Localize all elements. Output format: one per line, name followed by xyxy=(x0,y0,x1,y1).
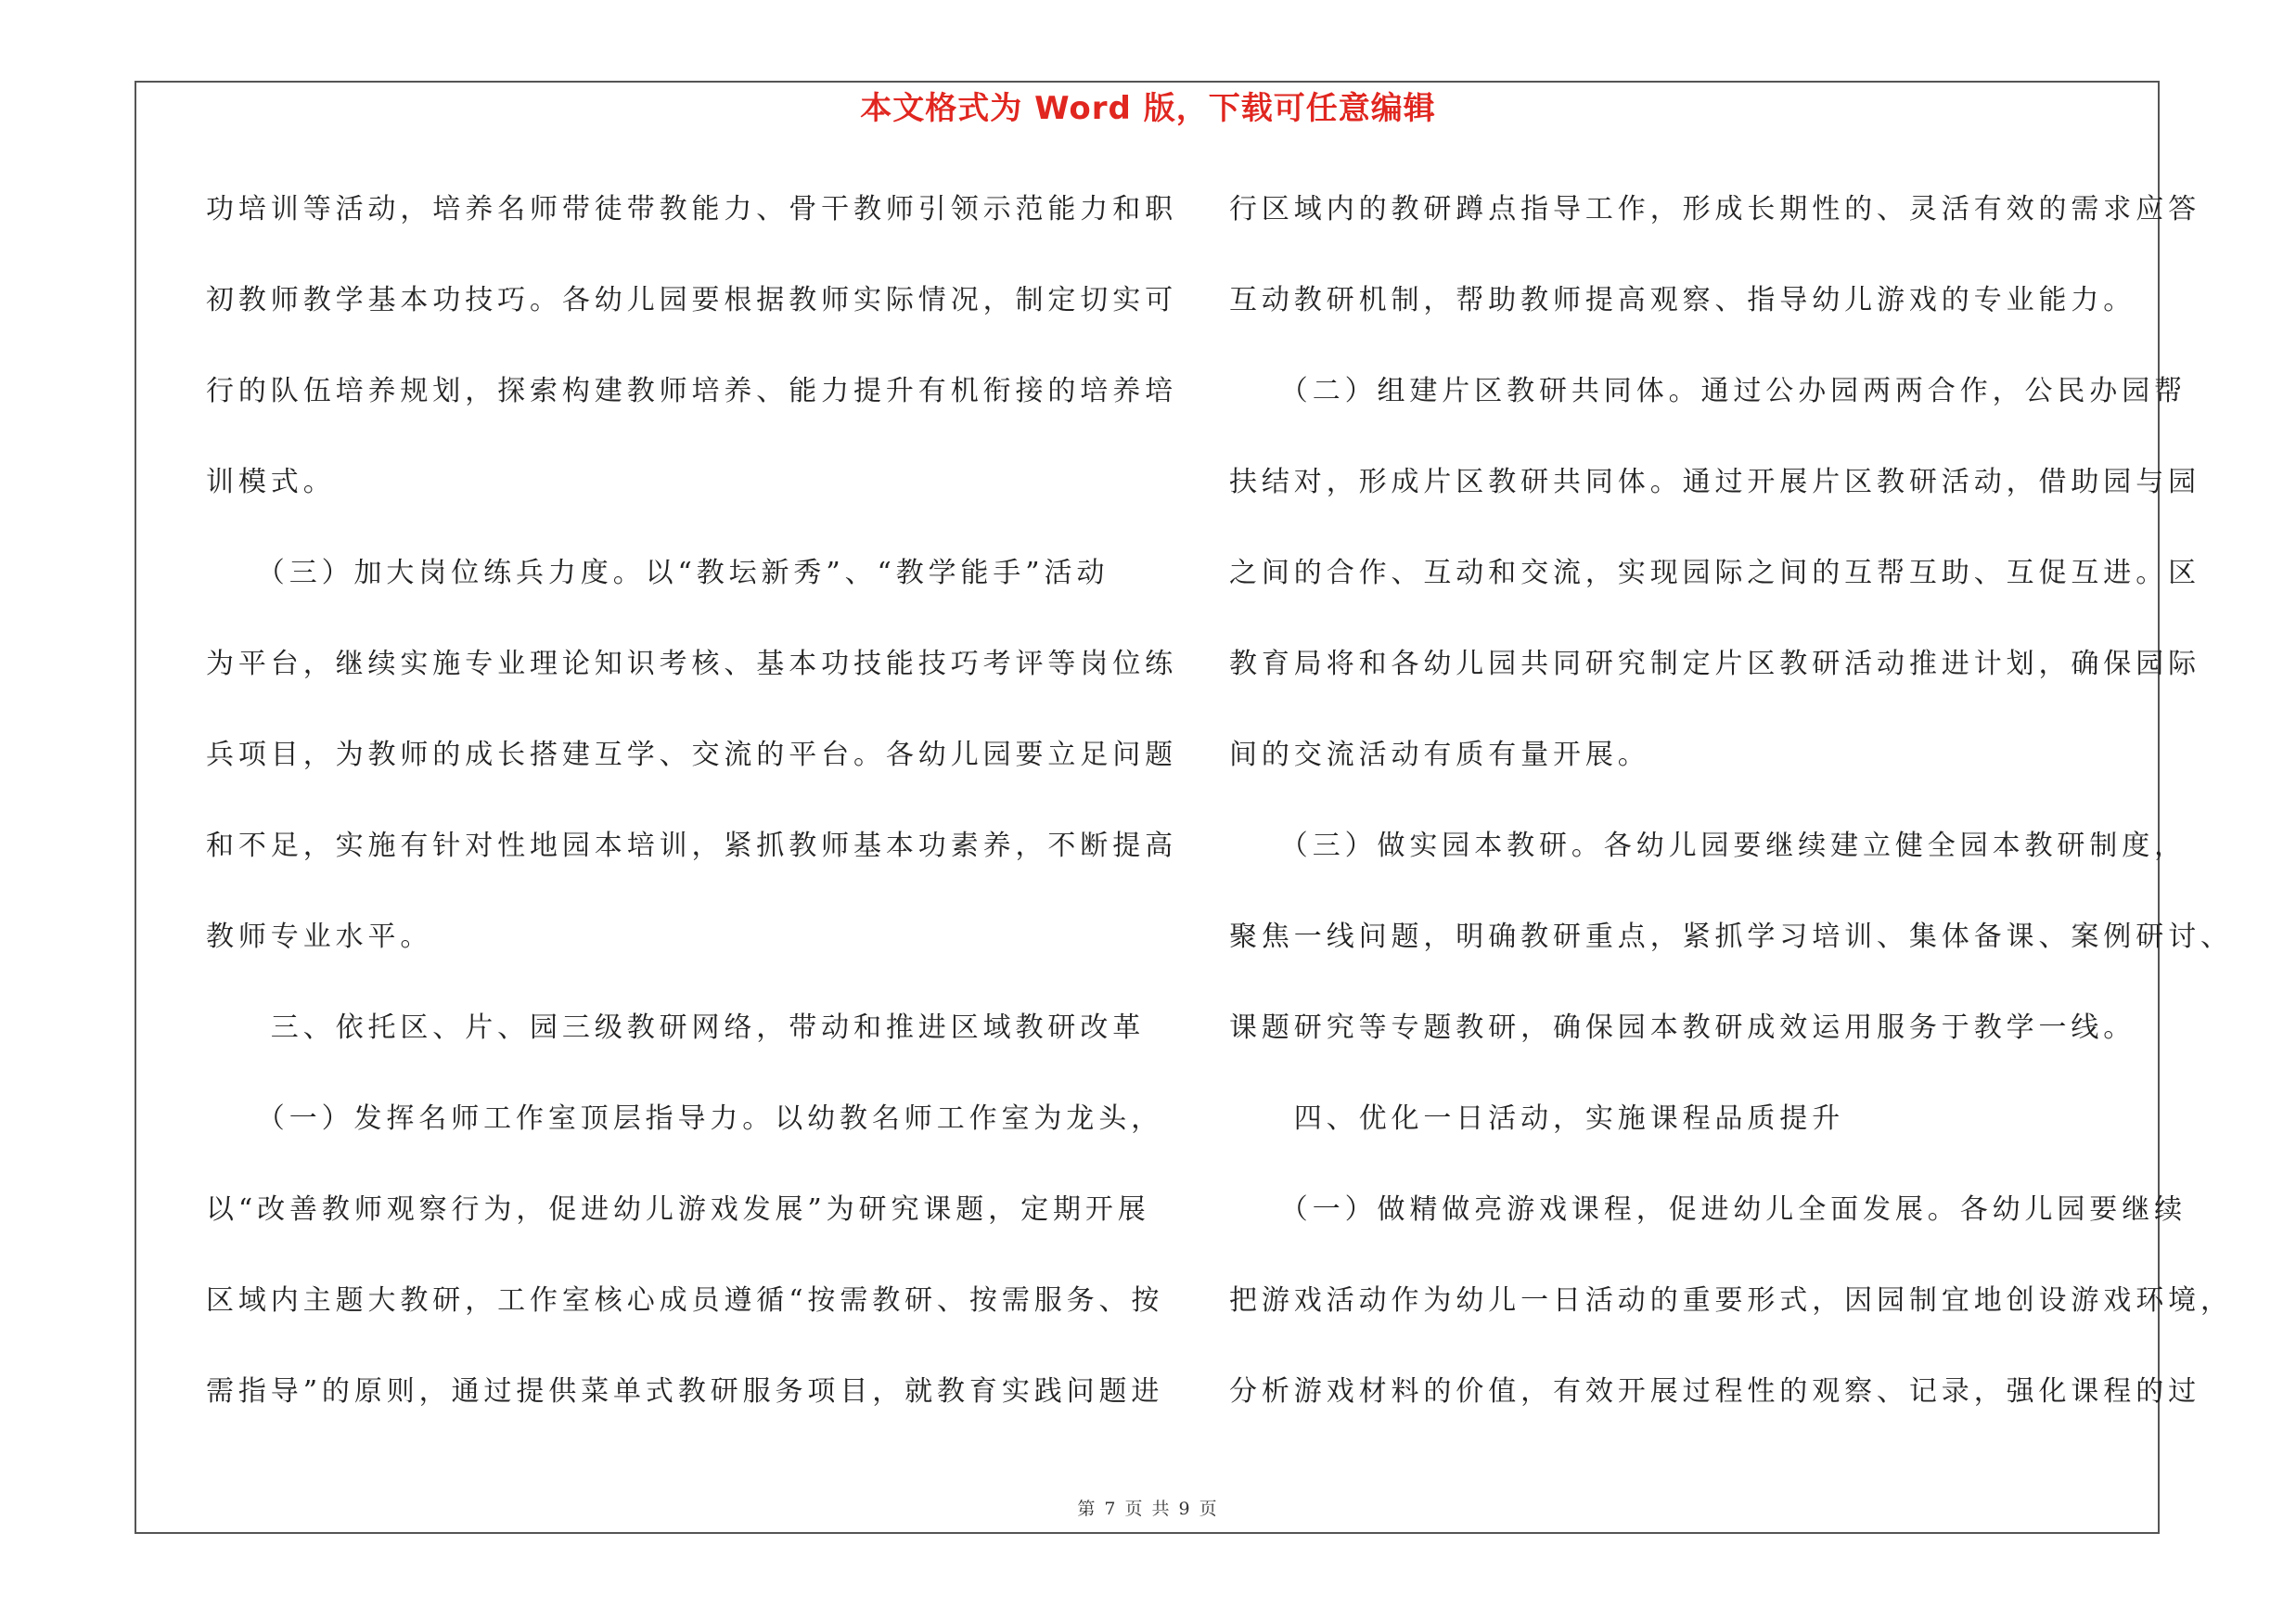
text-line: （三）加大岗位练兵力度。以“教坛新秀”、“教学能手”活动 xyxy=(206,557,1110,589)
text-line: （一）做精做亮游戏课程，促进幼儿全面发展。各幼儿园要继续 xyxy=(1229,1193,2187,1226)
page-number-footer: 第 7 页 共 9 页 xyxy=(1077,1499,1219,1519)
text-line: 扶结对，形成片区教研共同体。通过开展片区教研活动，借助园与园 xyxy=(1229,466,2200,498)
right-text-column xyxy=(1229,182,2233,1455)
format-notice-banner: 本文格式为 Word 版，下载可任意编辑 xyxy=(860,90,1436,127)
text-line: 需指导”的原则，通过提供菜单式教研服务项目，就教育实践问题进 xyxy=(206,1375,1164,1408)
text-line: （二）组建片区教研共同体。通过公办园两两合作，公民办园帮 xyxy=(1229,375,2187,407)
text-line: 区域内主题大教研，工作室核心成员遵循“按需教研、按需服务、按 xyxy=(206,1284,1164,1317)
text-line: 和不足，实施有针对性地园本培训，紧抓教师基本功素养，不断提高 xyxy=(206,830,1177,862)
section-heading: 三、依托区、片、园三级教研网络，带动和推进区域教研改革 xyxy=(206,1011,1146,1044)
text-line: 教师专业水平。 xyxy=(206,921,433,953)
text-line: 聚焦一线问题，明确教研重点，紧抓学习培训、集体备课、案例研讨、 xyxy=(1229,921,2233,953)
text-line: 训模式。 xyxy=(206,466,336,498)
text-line: （一）发挥名师工作室顶层指导力。以幼教名师工作室为龙头， xyxy=(206,1102,1163,1135)
text-line: 初教师教学基本功技巧。各幼儿园要根据教师实际情况，制定切实可 xyxy=(206,284,1177,316)
text-line: 以“改善教师观察行为，促进幼儿游戏发展”为研究课题，定期开展 xyxy=(206,1193,1150,1226)
text-line: 教育局将和各幼儿园共同研究制定片区教研活动推进计划，确保园际 xyxy=(1229,648,2200,680)
text-line: 间的交流活动有质有量开展。 xyxy=(1229,739,1650,771)
section-heading: 四、优化一日活动，实施课程品质提升 xyxy=(1229,1102,1845,1135)
text-line: 之间的合作、互动和交流，实现园际之间的互帮互助、互促互进。区 xyxy=(1229,557,2200,589)
text-line: 兵项目，为教师的成长搭建互学、交流的平台。各幼儿园要立足问题 xyxy=(206,739,1177,771)
text-line: 行的队伍培养规划，探索构建教师培养、能力提升有机衔接的培养培 xyxy=(206,375,1177,407)
text-line: （三）做实园本教研。各幼儿园要继续建立健全园本教研制度， xyxy=(1229,830,2187,862)
text-line: 为平台，继续实施专业理论知识考核、基本功技能技巧考评等岗位练 xyxy=(206,648,1177,680)
text-line: 功培训等活动，培养名师带徒带教能力、骨干教师引领示范能力和职 xyxy=(206,193,1177,225)
text-line: 互动教研机制，帮助教师提高观察、指导幼儿游戏的专业能力。 xyxy=(1229,284,2136,316)
left-text-column xyxy=(206,182,1177,1455)
text-line: 课题研究等专题教研，确保园本教研成效运用服务于教学一线。 xyxy=(1229,1011,2136,1044)
text-line: 把游戏活动作为幼儿一日活动的重要形式，因园制宜地创设游戏环境， xyxy=(1229,1284,2233,1317)
text-line: 分析游戏材料的价值，有效开展过程性的观察、记录，强化课程的过 xyxy=(1229,1375,2200,1408)
text-line: 行区域内的教研蹲点指导工作，形成长期性的、灵活有效的需求应答 xyxy=(1229,193,2200,225)
